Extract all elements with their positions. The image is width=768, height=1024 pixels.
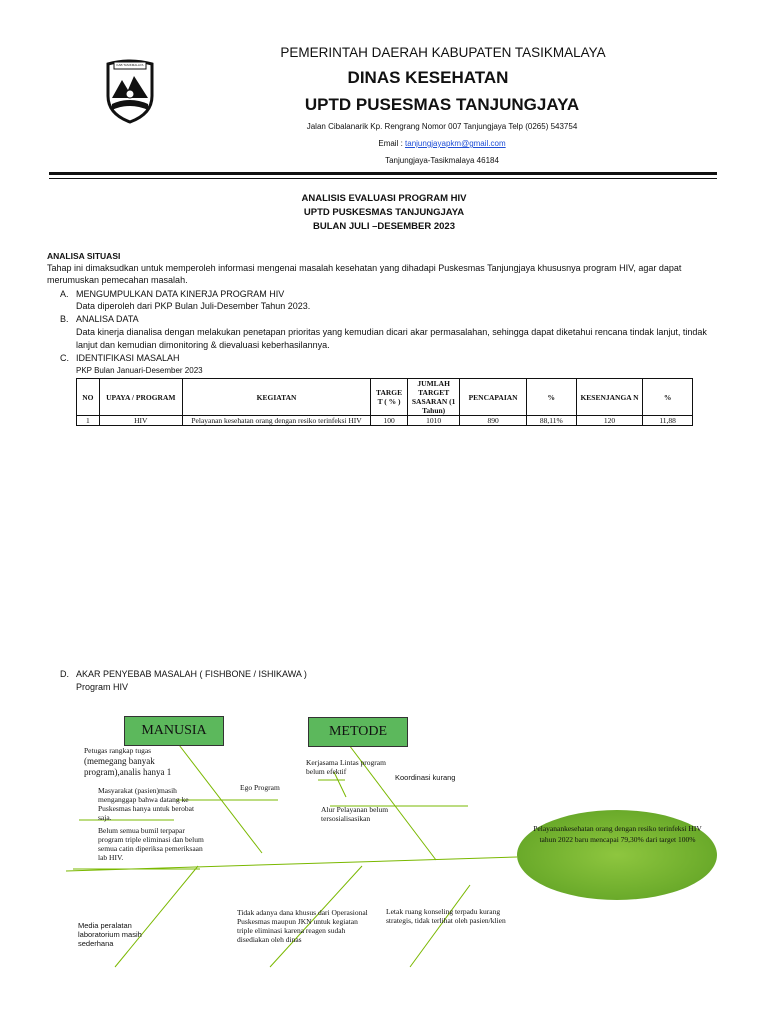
cell-kesenjangan: 120 [576,416,643,426]
item-a-label: A. [60,289,69,299]
cause-media: Media peralatan laboratorium masih sederhana [78,921,142,948]
item-b-text2: lanjut dan kemudian dimonitoring & dievaluasi keberhasilannya. [76,340,330,350]
doc-title-line1: ANALISIS EVALUASI PROGRAM HIV [301,193,467,204]
letterhead-unit: UPTD PUSESMAS TANJUNGJAYA [304,95,580,114]
intro-line1: Tahap ini dimaksudkan untuk memperoleh informasi mengenai masalah kesehatan yang dihadapi Puskesmas Tanjungjaya khususnya program HIV, agar dapat [47,263,682,273]
letterhead-department: DINAS KESEHATAN [347,68,509,87]
category-manusia: MANUSIA [124,716,224,746]
bone-lower-right [410,885,470,967]
doc-title-line2: UPTD PUSKESMAS TANJUNGJAYA [303,207,465,218]
th-target: TARGE T ( % ) [371,379,408,416]
item-d-title: AKAR PENYEBAB MASALAH ( FISHBONE / ISHIKAWA ) [76,669,307,679]
cause-petugas-2b: program),analis hanya 1 [84,767,172,777]
cause-petugas-2a: (memegang banyak [84,756,155,766]
letterhead-address: Jalan Cibalanarik Kp. Rengrang Nomor 007 Tanjungjaya Telp (0265) 543754 [306,122,578,131]
cause-petugas-1: Petugas rangkap tugas [84,746,152,755]
th-jumlah-target: JUMLAH TARGET SASARAN (1 Tahun) [407,379,459,416]
item-b-title: ANALISA DATA [76,314,139,324]
item-c-label: C. [60,353,69,363]
cell-percent-gap: 11,88 [643,416,693,426]
cause-masyarakat: Masyarakat (pasien)masih menganggap bahwa datang ke Puskesmas hanya untuk berobat saja. [98,786,195,822]
cell-target: 100 [371,416,408,426]
section-heading-analisa: ANALISA SITUASI [47,251,121,261]
cell-program: HIV [99,416,182,426]
cause-koordinasi: Koordinasi kurang [395,773,456,782]
item-c-sub: PKP Bulan Januari-Desember 2023 [76,366,203,375]
th-pencapaian: PENCAPAIAN [460,379,526,416]
item-b-label: B. [60,314,69,324]
th-no: NO [77,379,100,416]
cause-dana: Tidak adanya dana khusus dari Operasional Puskesmas maupun JKN untuk kegiatan triple eliminasi karena reagen sudah disediakan oleh dinas [237,908,368,944]
th-percent-gap: % [643,379,693,416]
cause-alur: Alur Pelayanan belum tersosialisasikan [321,805,389,823]
email-link[interactable]: tanjungjayapkm@gmail.com [405,139,506,148]
item-b-text1: Data kinerja dianalisa dengan melakukan penetapan prioritas yang kemudian dicari akar permasalahan, sehingga dapat diketahui rencana tindak lanjut, tindak [76,327,707,337]
email-label: Email : [378,139,406,148]
cause-letak: Letak ruang konseling terpadu kurang strategis, tidak terlihat oleh pasien/klien [386,907,506,925]
letterhead-city: Tanjungjaya-Tasikmalaya 46184 [385,156,499,165]
th-kegiatan: KEGIATAN [182,379,370,416]
th-percent: % [526,379,576,416]
item-c-title: IDENTIFIKASI MASALAH [76,353,180,363]
cause-petugas-2 [84,756,214,778]
category-metode: METODE [308,717,408,747]
cause-ego-program: Ego Program [240,783,280,792]
logo-text: KAB TASIKMALAYA [116,63,144,67]
cause-belum-semua: Belum semua bumil terpapar program triple eliminasi dan belum semua catin diperiksa pemeriksaan lab HIV. [98,826,204,862]
bone-lower-left [115,866,198,967]
th-program: UPAYA / PROGRAM [99,379,182,416]
cell-jumlah-target: 1010 [407,416,459,426]
cell-pencapaian: 890 [460,416,526,426]
item-d-sub: Program HIV [76,682,129,692]
cause-kerjasama: Kerjasama Lintas program belum efektif [306,758,386,776]
cell-percent: 88,11% [526,416,576,426]
item-d-label: D. [60,669,69,679]
item-a-title: MENGUMPULKAN DATA KINERJA PROGRAM HIV [76,289,285,299]
cell-no: 1 [77,416,100,426]
problem-head-text: Pelayanankesehatan orang dengan resiko terinfeksi HIV tahun 2022 baru mencapai 79,30% dari target 100% [533,824,702,844]
th-kesenjangan: KESENJANGA N [576,379,643,416]
cell-kegiatan: Pelayanan kesehatan orang dengan resiko terinfeksi HIV [182,416,370,426]
item-a-text: Data diperoleh dari PKP Bulan Juli-Desember Tahun 2023. [76,301,311,311]
doc-title-line3: BULAN JULI –DESEMBER 2023 [312,221,455,232]
letterhead-government: PEMERINTAH DAERAH KABUPATEN TASIKMALAYA [280,45,606,60]
intro-line2: merumuskan pemecahan masalah. [47,275,188,285]
